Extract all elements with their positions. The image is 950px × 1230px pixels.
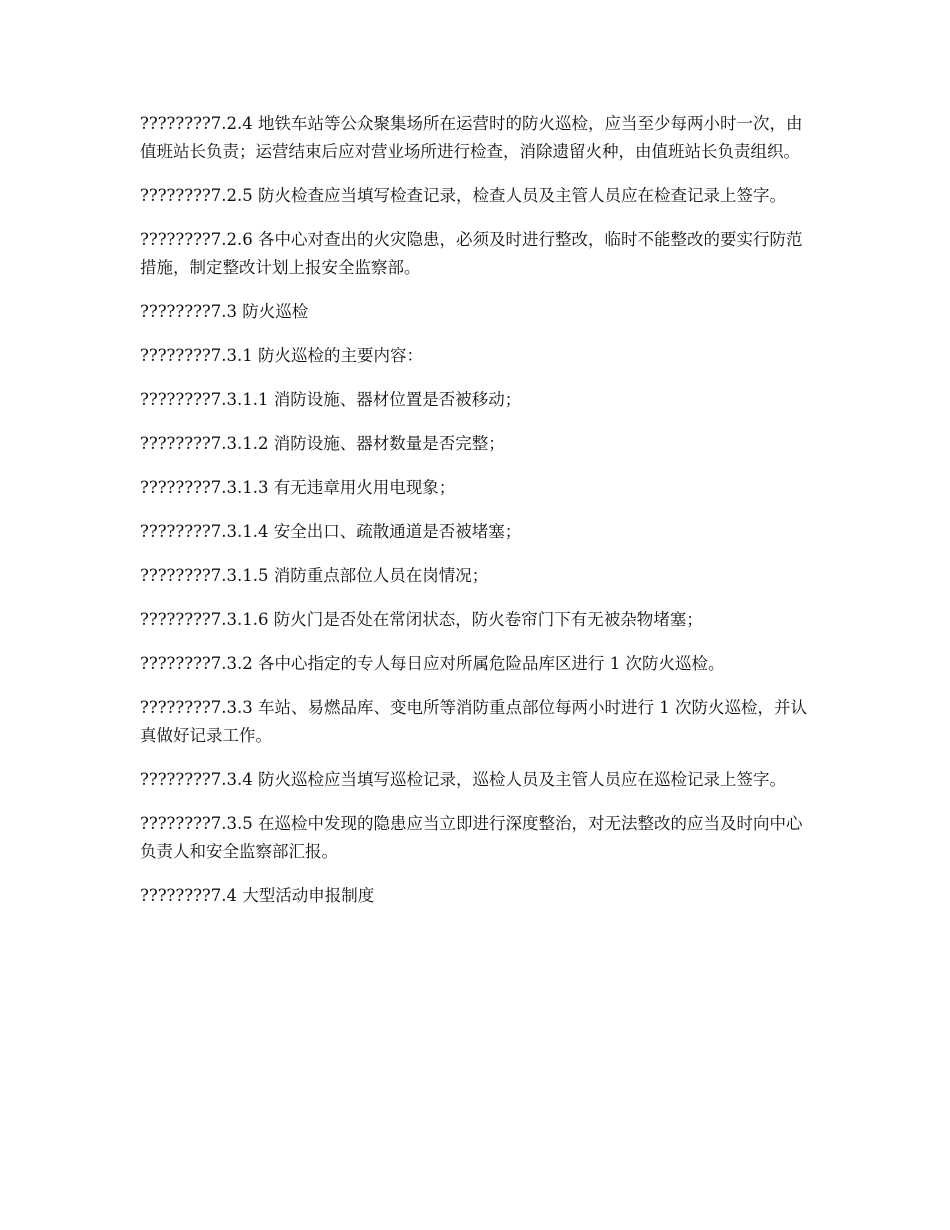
paragraph-7-3-2: ????????7.3.2 各中心指定的专人每日应对所属危险品库区进行 1 次防火巡检。 [140, 654, 725, 673]
list-item-7-3-1-6: ????????7.3.1.6 防火门是否处在常闭状态，防火卷帘门下有无被杂物堵塞； [140, 610, 703, 629]
list-item-7-3-1-2: ????????7.3.1.2 消防设施、器材数量是否完整； [140, 434, 505, 453]
heading-7-3: ????????7.3 防火巡检 [140, 302, 309, 321]
paragraph-7-2-6: ????????7.2.6 各中心对查出的火灾隐患，必须及时进行整改，临时不能整改的要实行防范措施，制定整改计划上报安全监察部。 [140, 230, 803, 277]
paragraph-7-3-5: ????????7.3.5 在巡检中发现的隐患应当立即进行深度整治，对无法整改的应当及时向中心负责人和安全监察部汇报。 [140, 814, 803, 861]
paragraph-7-3-3: ????????7.3.3 车站、易燃品库、变电所等消防重点部位每两小时进行 1 次防火巡检，并认真做好记录工作。 [140, 698, 807, 745]
list-item-7-3-1-1: ????????7.3.1.1 消防设施、器材位置是否被移动； [140, 390, 522, 409]
list-item-7-3-1-5: ????????7.3.1.5 消防重点部位人员在岗情况； [140, 566, 489, 585]
list-item-7-3-1-4: ????????7.3.1.4 安全出口、疏散通道是否被堵塞； [140, 522, 522, 541]
paragraph-7-3-1: ????????7.3.1 防火巡检的主要内容： [140, 346, 423, 365]
heading-7-4: ????????7.4 大型活动申报制度 [140, 886, 375, 905]
paragraph-7-2-5: ????????7.2.5 防火检查应当填写检查记录，检查人员及主管人员应在检查记录上签字。 [140, 186, 786, 205]
paragraph-7-2-4: ????????7.2.4 地铁车站等公众聚集场所在运营时的防火巡检，应当至少每两小时一次，由值班站长负责；运营结束后应对营业场所进行检查，消除遗留火种，由值班站长负责组织。 [140, 114, 803, 161]
paragraph-7-3-4: ????????7.3.4 防火巡检应当填写巡检记录，巡检人员及主管人员应在巡检记录上签字。 [140, 770, 786, 789]
list-item-7-3-1-3: ????????7.3.1.3 有无违章用火用电现象； [140, 478, 456, 497]
